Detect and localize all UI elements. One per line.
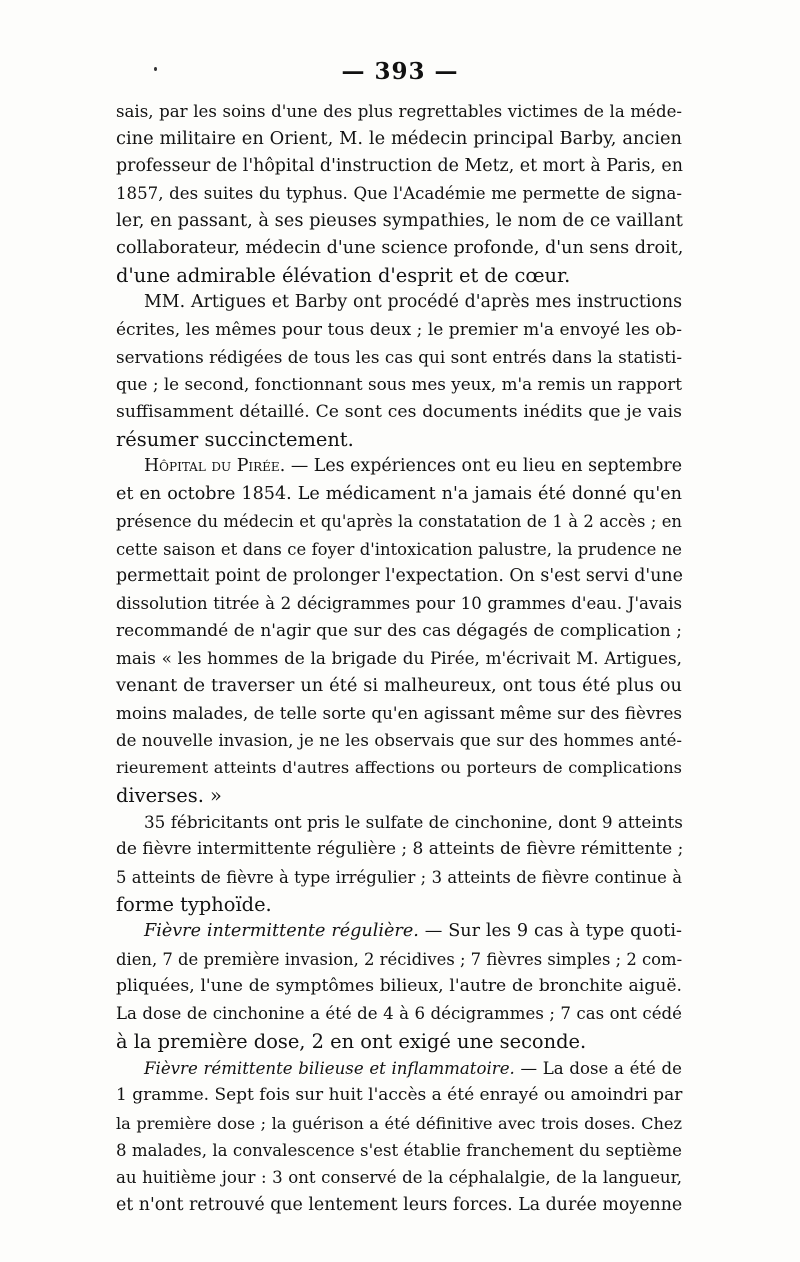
text-line: venant de traverser un été si malheureux, ont tous été plus ou <box>116 675 682 697</box>
text-line: présence du médecin et qu'après la constatation de 1 à 2 accès ; en <box>116 512 682 532</box>
text-run: — Sur les 9 cas à type quoti- <box>418 921 683 942</box>
text-line: pliquées, l'une de symptômes bilieux, l'autre de bronchite aiguë. <box>116 976 682 996</box>
text-line: dissolution titrée à 2 décigrammes pour 10 grammes d'eau. J'avais <box>116 594 682 614</box>
text-run: — Les expériences ont eu lieu en septembre <box>285 456 683 477</box>
text-line: sais, par les soins d'une des plus regrettables victimes de la méde- <box>116 102 682 121</box>
text-line: mais « les hommes de la brigade du Pirée, m'écrivait M. Artigues, <box>116 647 682 668</box>
text-line: cette saison et dans ce foyer d'intoxication palustre, la prudence ne <box>116 539 682 559</box>
text-line: et n'ont retrouvé que lentement leurs forces. La durée moyenne <box>116 1194 683 1215</box>
section-heading: Fièvre intermittente régulière. <box>144 921 419 942</box>
text-line: professeur de l'hôpital d'instruction de Metz, et mort à Paris, en <box>116 155 683 176</box>
paragraph-3 <box>116 453 682 808</box>
text-line: de fièvre intermittente régulière ; 8 atteints de fièvre rémittente ; <box>116 839 684 860</box>
text-line <box>116 918 682 945</box>
text-line: 1857, des suites du typhus. Que l'Académie me permette de signa- <box>116 184 682 204</box>
text-line: 35 fébricitants ont pris le sulfate de cinchonine, dont 9 atteints <box>144 811 683 832</box>
text-line: dien, 7 de première invasion, 2 récidives ; 7 fièvres simples ; 2 com- <box>116 949 683 969</box>
text-line: et en octobre 1854. Le médicament n'a jamais été donné qu'en <box>116 483 682 504</box>
paragraph-5 <box>116 918 682 1055</box>
text-line: cine militaire en Orient, M. le médecin principal Barby, ancien <box>116 128 682 150</box>
text-line: forme typhoïde. <box>116 892 272 916</box>
text-line: 8 malades, la convalescence s'est établie franchement du septième <box>116 1141 682 1161</box>
text-line: la première dose ; la guérison a été définitive avec trois doses. Chez <box>116 1113 682 1133</box>
text-line <box>116 453 682 480</box>
text-line: 1 gramme. Sept fois sur huit l'accès a été enrayé ou amoindri par <box>116 1085 683 1106</box>
text-line: diverses. » <box>116 783 222 807</box>
paragraph-2 <box>116 289 682 453</box>
text-line: rieurement atteints d'autres affections ou porteurs de complications <box>116 758 682 778</box>
text-line <box>116 1055 682 1082</box>
text-line: La dose de cinchonine a été de 4 à 6 décigrammes ; 7 cas ont cédé <box>116 1004 682 1024</box>
text-run: — La dose a été de <box>514 1059 682 1079</box>
section-heading: Hôpital du Pirée. <box>144 456 286 477</box>
body-text <box>116 98 682 1219</box>
text-line: d'une admirable élévation d'esprit et de cœur. <box>116 264 571 288</box>
paragraph-6 <box>116 1055 682 1219</box>
text-line: à la première dose, 2 en ont exigé une seconde. <box>116 1029 587 1053</box>
text-line: de nouvelle invasion, je ne les observais que sur des hommes anté- <box>116 730 682 750</box>
paragraph-1 <box>116 98 682 289</box>
text-line: 5 atteints de fièvre à type irrégulier ; 3 atteints de fièvre continue à <box>116 867 682 887</box>
text-line: au huitième jour : 3 ont conservé de la céphalalgie, de la langueur, <box>116 1168 682 1188</box>
text-line: que ; le second, fonctionnant sous mes yeux, m'a remis un rapport <box>116 374 682 395</box>
text-line: recommandé de n'agir que sur des cas dégagés de complication ; <box>116 620 682 641</box>
text-line: suffisamment détaillé. Ce sont ces documents inédits que je vais <box>116 401 682 422</box>
page-number: — 393 — <box>341 58 459 85</box>
text-line: MM. Artigues et Barby ont procédé d'après mes instructions <box>144 292 682 313</box>
text-line: collaborateur, médecin d'une science profonde, d'un sens droit, <box>116 237 684 258</box>
text-line: permettait point de prolonger l'expectation. On s'est servi d'une <box>116 565 683 586</box>
text-line: moins malades, de telle sorte qu'en agissant même sur des fièvres <box>116 702 682 723</box>
text-line: ler, en passant, à ses pieuses sympathies, le nom de ce vaillant <box>116 210 683 232</box>
paragraph-4 <box>116 809 682 918</box>
text-line: servations rédigées de tous les cas qui sont entrés dans la statisti- <box>116 347 682 368</box>
text-line: résumer succinctement. <box>116 428 354 452</box>
text-line: écrites, les mêmes pour tous deux ; le premier m'a envoyé les ob- <box>116 319 682 340</box>
section-heading: Fièvre rémittente bilieuse et inflammatoire. <box>144 1059 515 1079</box>
